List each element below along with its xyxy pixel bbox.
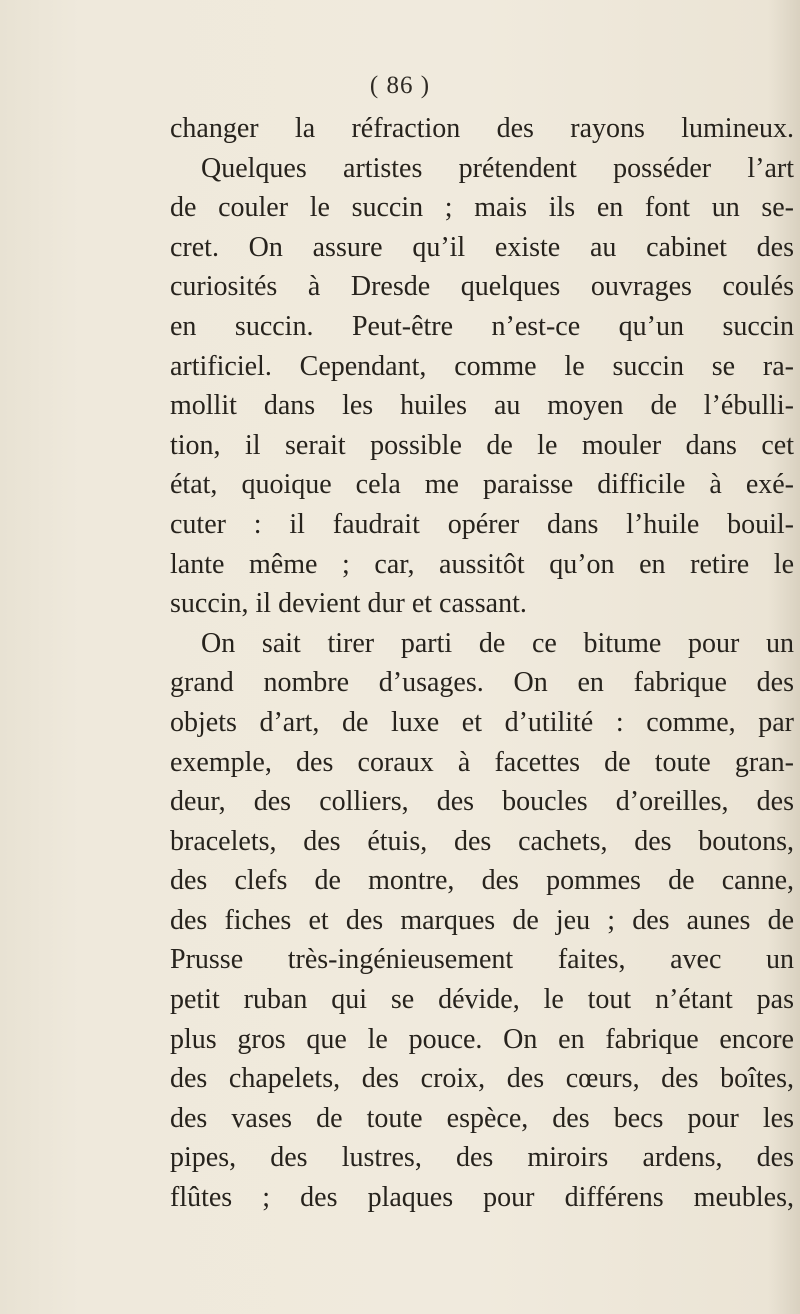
- text-line: Quelques artistes prétendent posséder l’art: [201, 152, 794, 184]
- text-line: petit ruban qui se dévide, le tout n’étant pas: [170, 984, 794, 1016]
- body-text: [170, 109, 794, 1218]
- text-line: deur, des colliers, des boucles d’oreilles, des: [170, 786, 794, 818]
- text-line: artificiel. Cependant, comme le succin se ra-: [170, 350, 794, 382]
- text-line: exemple, des coraux à facettes de toute gran-: [170, 746, 794, 778]
- text-line: cuter : il faudrait opérer dans l’huile bouil-: [170, 508, 794, 540]
- text-line: curiosités à Dresde quelques ouvrages coulés: [170, 271, 794, 303]
- text-line: des chapelets, des croix, des cœurs, des boîtes,: [170, 1063, 794, 1095]
- text-line: On sait tirer parti de ce bitume pour un: [201, 627, 794, 659]
- text-line: pipes, des lustres, des miroirs ardens, des: [170, 1142, 794, 1174]
- text-line: cret. On assure qu’il existe au cabinet des: [170, 231, 794, 263]
- text-line: des fiches et des marques de jeu ; des aunes de: [170, 904, 794, 936]
- text-line: en succin. Peut-être n’est-ce qu’un succin: [170, 310, 794, 342]
- text-line: Prusse très-ingénieusement faites, avec un: [170, 944, 794, 976]
- text-line: de couler le succin ; mais ils en font un se-: [170, 192, 794, 224]
- text-line: tion, il serait possible de le mouler dans cet: [170, 429, 794, 461]
- page-number: ( 86 ): [369, 72, 431, 99]
- text-line: succin, il devient dur et cassant.: [170, 588, 527, 620]
- text-line: grand nombre d’usages. On en fabrique des: [170, 667, 794, 699]
- text-line: lante même ; car, aussitôt qu’on en retire le: [170, 548, 794, 580]
- text-line: plus gros que le pouce. On en fabrique encore: [170, 1023, 794, 1055]
- text-line: état, quoique cela me paraisse difficile à exé-: [170, 469, 794, 501]
- text-line: flûtes ; des plaques pour différens meubles,: [170, 1182, 794, 1214]
- text-line: changer la réfraction des rayons lumineux.: [170, 113, 794, 144]
- text-line: des clefs de montre, des pommes de canne,: [170, 865, 794, 897]
- text-line: bracelets, des étuis, des cachets, des boutons,: [170, 825, 794, 857]
- text-line: des vases de toute espèce, des becs pour les: [170, 1102, 794, 1134]
- text-line: mollit dans les huiles au moyen de l’ébulli-: [170, 390, 794, 422]
- text-line: objets d’art, de luxe et d’utilité : comme, par: [170, 706, 794, 738]
